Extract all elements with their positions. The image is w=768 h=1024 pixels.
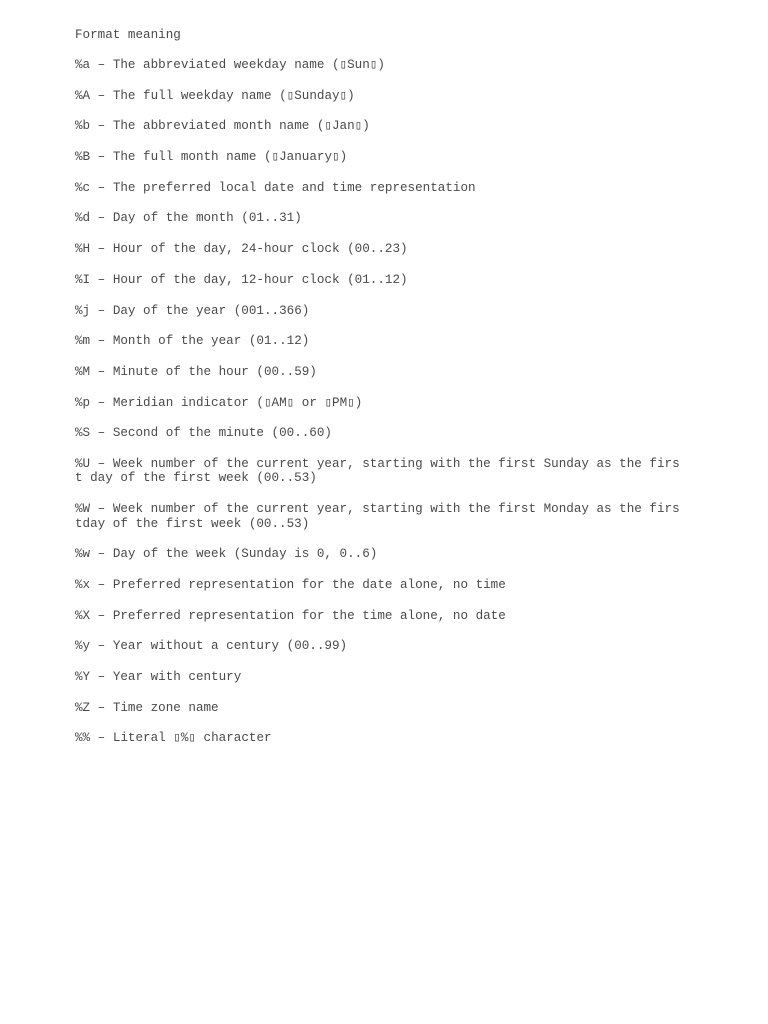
format-code: %Z [75, 700, 91, 715]
page-heading: Format meaning [75, 28, 181, 42]
format-description: The full month name (▯January▯) [112, 150, 348, 165]
format-entry: %A – The full weekday name (▯Sunday▯) [75, 88, 355, 103]
format-description: Week number of the current year, starting with the first Sunday as the firs t day of the first week (00..53) [75, 456, 680, 486]
format-code: %c [75, 180, 91, 195]
format-description: Day of the month (01..31) [112, 211, 302, 226]
format-entry: %p – Meridian indicator (▯AM▯ or ▯PM▯) [75, 395, 363, 410]
format-code: %X [75, 608, 91, 623]
format-entry: %M – Minute of the hour (00..59) [75, 364, 317, 379]
format-code: %y [75, 639, 91, 654]
format-entry: %m – Month of the year (01..12) [75, 334, 310, 349]
format-code: %H [75, 242, 91, 257]
format-description: Time zone name [112, 700, 219, 715]
format-description: The full weekday name (▯Sunday▯) [112, 88, 355, 103]
format-code: %W [75, 502, 91, 517]
format-entry: %Z – Time zone name [75, 700, 219, 715]
format-code: %A [75, 88, 91, 103]
format-code: %Y [75, 670, 91, 685]
format-description: Week number of the current year, starting with the first Monday as the firs tday of the first week (00..53) [75, 502, 680, 531]
format-description: Month of the year (01..12) [112, 334, 310, 349]
format-description: Minute of the hour (00..59) [112, 364, 317, 379]
format-code: %p [75, 395, 91, 410]
format-description: Day of the year (001..366) [112, 303, 310, 318]
format-code: %a [75, 58, 91, 72]
format-entry: %H – Hour of the day, 24-hour clock (00..23) [75, 242, 408, 257]
format-description: The preferred local date and time representation [112, 180, 476, 195]
format-entry: %w – Day of the week (Sunday is 0, 0..6) [75, 547, 378, 562]
format-entry: %I – Hour of the day, 12-hour clock (01..12) [75, 272, 408, 287]
format-description: Year without a century (00..99) [112, 639, 348, 654]
format-entry: %% – Literal ▯%▯ character [75, 731, 272, 746]
format-description: Hour of the day, 12-hour clock (01..12) [112, 272, 408, 287]
format-description: Preferred representation for the date alone, no time [112, 578, 506, 592]
format-code: %S [75, 426, 91, 441]
format-description: The abbreviated weekday name (▯Sun▯) [112, 58, 385, 72]
format-entry: %B – The full month name (▯January▯) [75, 150, 348, 165]
format-code: %U [75, 456, 91, 471]
format-code: %d [75, 211, 91, 226]
format-entry: %j – Day of the year (001..366) [75, 303, 310, 318]
format-entry: %y – Year without a century (00..99) [75, 639, 348, 654]
format-entry: %X – Preferred representation for the time alone, no date [75, 608, 506, 623]
format-entry: %W – Week number of the current year, starting with the first Monday as the firs tday of the first week (00..53) [75, 502, 680, 531]
format-entry: %Y – Year with century [75, 670, 242, 685]
format-code: %% [75, 731, 91, 746]
format-code: %j [75, 303, 91, 318]
format-entry: %c – The preferred local date and time representation [75, 180, 476, 195]
format-entry: %S – Second of the minute (00..60) [75, 426, 332, 441]
format-description: Year with century [112, 670, 242, 685]
format-entry: %x – Preferred representation for the date alone, no time [75, 578, 506, 592]
format-list [75, 58, 695, 746]
format-entry: %d – Day of the month (01..31) [75, 211, 302, 226]
format-description: Second of the minute (00..60) [112, 426, 332, 441]
format-code: %M [75, 364, 91, 379]
format-description: The abbreviated month name (▯Jan▯) [112, 119, 370, 134]
format-code: %I [75, 272, 91, 287]
format-description: Meridian indicator (▯AM▯ or ▯PM▯) [112, 395, 363, 410]
format-description: Preferred representation for the time alone, no date [112, 608, 506, 623]
document-page [75, 28, 695, 762]
format-description: Hour of the day, 24-hour clock (00..23) [112, 242, 408, 257]
format-code: %m [75, 334, 91, 349]
format-entry: %b – The abbreviated month name (▯Jan▯) [75, 119, 370, 134]
format-code: %w [75, 547, 91, 562]
format-description: Literal ▯%▯ character [112, 731, 272, 746]
format-code: %B [75, 150, 91, 165]
format-code: %b [75, 119, 91, 134]
format-code: %x [75, 578, 91, 592]
format-entry: %U – Week number of the current year, starting with the first Sunday as the firs t day of the first week (00..53) [75, 456, 680, 486]
format-description: Day of the week (Sunday is 0, 0..6) [112, 547, 378, 562]
format-entry: %a – The abbreviated weekday name (▯Sun▯) [75, 58, 385, 72]
